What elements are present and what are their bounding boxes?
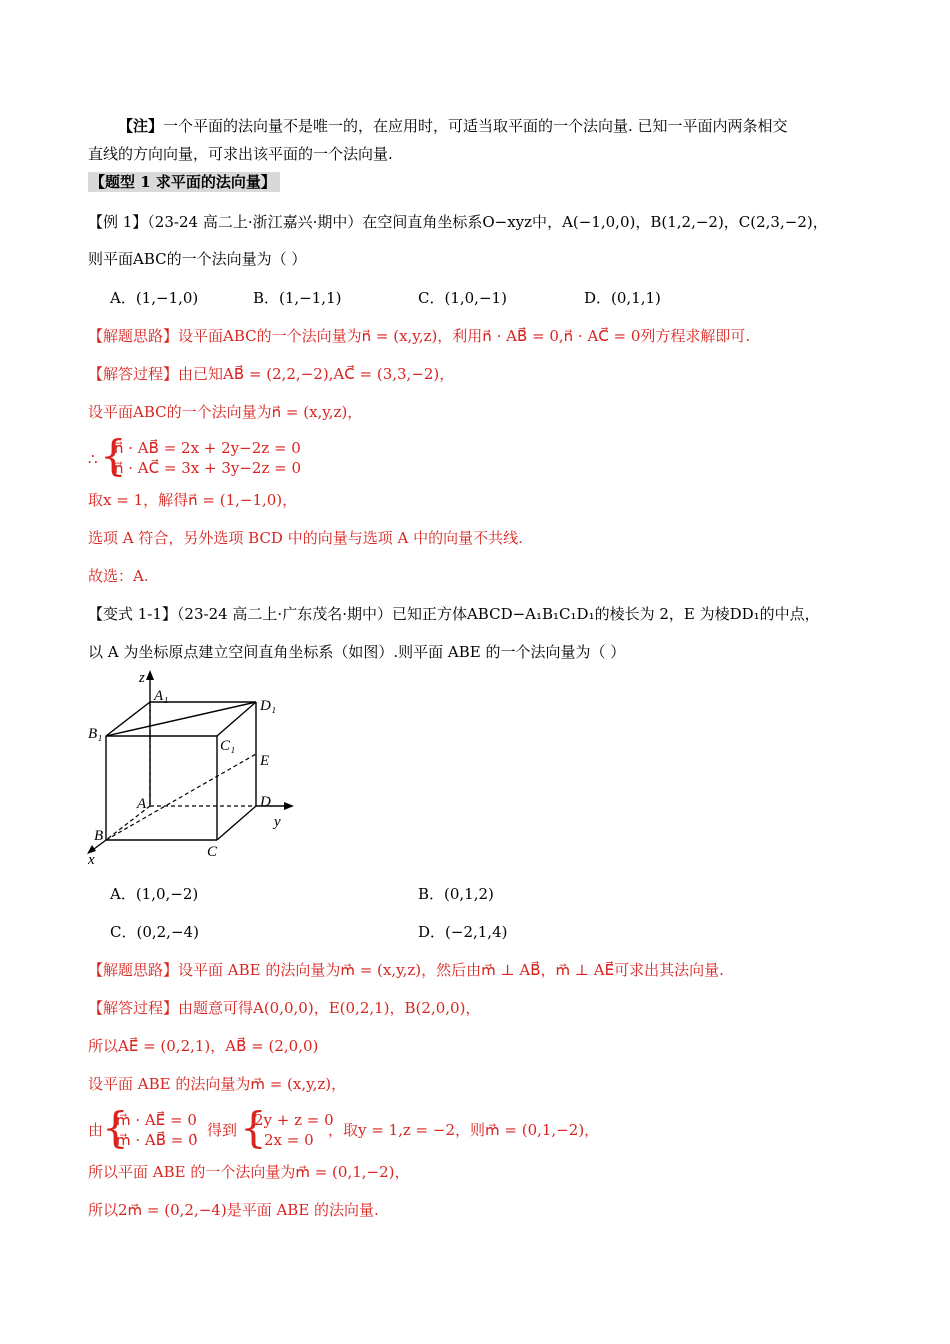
example1-process-3: 取x = 1，解得n⃗ = (1,−1,0)， xyxy=(88,491,298,509)
label-d1: D₁ xyxy=(260,698,277,714)
system2-row-2: 2x = 0 xyxy=(264,1131,314,1149)
example1-process-2: 设平面ABC的一个法向量为n⃗ = (x,y,z)， xyxy=(88,403,363,421)
system-row-2: n⃗ · AC⃗ = 3x + 3y−2z = 0 xyxy=(114,459,302,477)
system2-row-1: 2y + z = 0 xyxy=(254,1111,334,1129)
label-y: y xyxy=(274,814,281,830)
example1-answer: 故选：A. xyxy=(88,567,149,585)
variant1-process-2: 所以AE⃗ = (0,2,1)，AB⃗ = (2,0,0) xyxy=(88,1037,319,1055)
system-row-1: n⃗ · AB⃗ = 2x + 2y−2z = 0 xyxy=(114,439,301,457)
variant1-option-a: A．(1,0,−2) xyxy=(110,885,199,903)
equation-tail: ，取y = 1,z = −2，则m⃗ = (0,1,−2)， xyxy=(328,1121,600,1139)
system1-row-1: m⃗ · AE⃗ = 0 xyxy=(116,1111,197,1129)
example1-process-1: 【解答过程】由已知AB⃗ = (2,2,−2),AC⃗ = (3,3,−2)， xyxy=(88,365,455,383)
variant1-stem-1: 【变式 1-1】（23-24 高二上·广东茂名·期中）已知正方体ABCD−A₁B₁C₁D₁的棱长为 2，E 为棱DD₁的中点， xyxy=(88,605,820,623)
variant1-process-6: 所以2m⃗ = (0,2,−4)是平面 ABE 的法向量. xyxy=(88,1201,379,1219)
example1-option-b: B．(1,−1,1) xyxy=(253,289,342,307)
section-title: 【题型 1 求平面的法向量】 xyxy=(88,172,280,192)
variant1-idea: 【解题思路】设平面 ABE 的法向量为m⃗ = (x,y,z)，然后由m⃗ ⊥ AB⃗，m⃗ ⊥ AE⃗可求出其法向量. xyxy=(88,961,724,979)
system-brace: { xyxy=(100,431,127,480)
example1-idea: 【解题思路】设平面ABC的一个法向量为n⃗ = (x,y,z)，利用n⃗ · AB⃗ = 0,n⃗ · AC⃗ = 0列方程求解即可. xyxy=(88,327,751,345)
get-word: ，得到 xyxy=(192,1121,238,1139)
label-c: C xyxy=(207,844,218,860)
label-b1: B₁ xyxy=(88,726,103,742)
variant1-option-b: B．(0,1,2) xyxy=(418,885,494,903)
example1-option-a: A．(1,−1,0) xyxy=(110,289,199,307)
variant1-process-1: 【解答过程】由题意可得A(0,0,0)，E(0,2,1)，B(2,0,0)， xyxy=(88,999,481,1017)
cube-figure xyxy=(84,668,304,868)
label-b: B xyxy=(94,828,104,844)
label-e: E xyxy=(260,753,270,769)
system1-row-2: m⃗ · AB⃗ = 0 xyxy=(116,1131,198,1149)
edge-c-d xyxy=(217,806,256,840)
example1-stem-1: 【例 1】（23-24 高二上·浙江嘉兴·期中）在空间直角坐标系O−xyz中，A(−1,0,0)，B(1,2,−2)，C(2,3,−2)， xyxy=(88,213,828,231)
variant1-stem-2: 以 A 为坐标原点建立空间直角坐标系（如图）.则平面 ABE 的一个法向量为（ ） xyxy=(88,643,626,661)
by-word: 由 xyxy=(88,1121,104,1139)
label-z: z xyxy=(139,670,145,686)
hidden-line-b-e xyxy=(106,754,256,840)
example1-option-d: D．(0,1,1) xyxy=(584,289,661,307)
variant1-option-d: D．(−2,1,4) xyxy=(418,923,508,941)
variant1-option-c: C．(0,2,−4) xyxy=(110,923,199,941)
label-c1: C₁ xyxy=(220,738,236,754)
note-line-1: 【注】一个平面的法向量不是唯一的，在应用时，可适当取平面的一个法向量. 已知一平面内两条相交 xyxy=(118,117,788,135)
example1-option-c: C．(1,0,−1) xyxy=(418,289,507,307)
y-axis-arrow xyxy=(284,802,294,810)
example1-equation-system xyxy=(88,431,388,480)
label-a1: A₁ xyxy=(154,688,169,704)
example1-stem-2: 则平面ABC的一个法向量为（ ） xyxy=(88,250,307,268)
label-d: D xyxy=(260,794,271,810)
system1-brace: { xyxy=(102,1103,129,1152)
variant1-process-5: 所以平面 ABE 的一个法向量为m⃗ = (0,1,−2)， xyxy=(88,1163,410,1181)
system2-brace: { xyxy=(240,1103,267,1152)
label-x: x xyxy=(88,852,95,868)
example1-process-4: 选项 A 符合，另外选项 BCD 中的向量与选项 A 中的向量不共线. xyxy=(88,529,523,547)
variant1-equation-line xyxy=(88,1103,708,1152)
variant1-process-3: 设平面 ABE 的法向量为m⃗ = (x,y,z)， xyxy=(88,1075,347,1093)
label-a: A xyxy=(137,796,147,812)
note-label: 【注】 xyxy=(118,117,164,135)
z-axis-arrow xyxy=(146,670,154,680)
therefore-symbol: ∴ xyxy=(88,450,98,468)
note-line-2: 直线的方向向量，可求出该平面的一个法向量. xyxy=(88,145,393,163)
